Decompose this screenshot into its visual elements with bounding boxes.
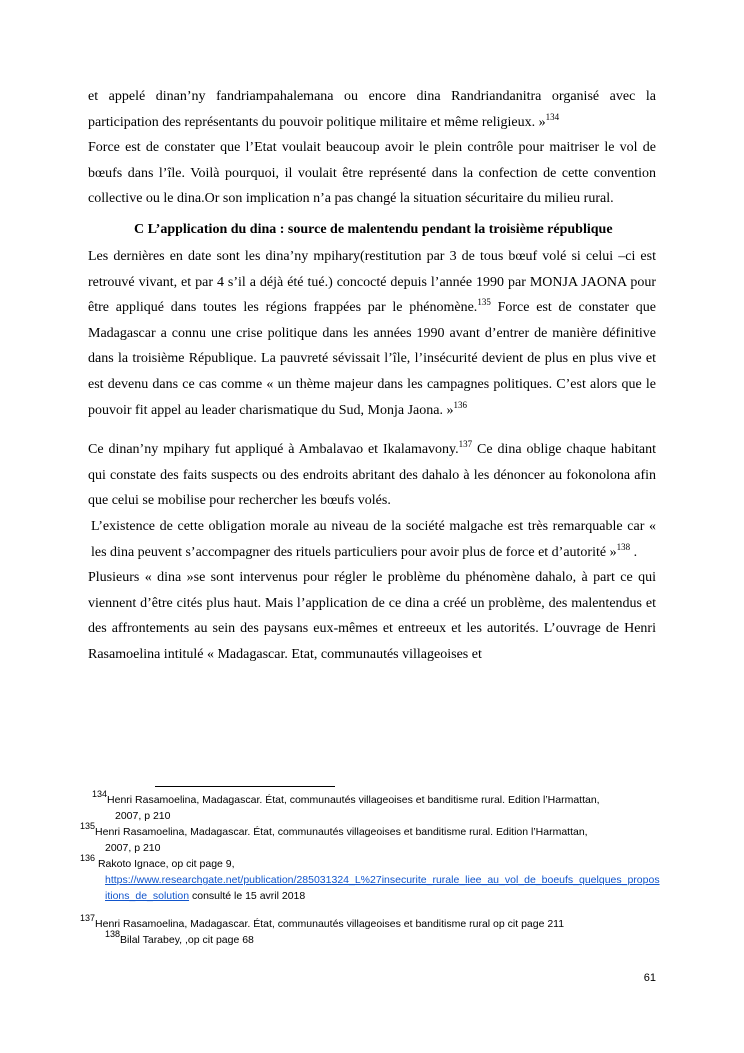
footnote-138-text: Bilal Tarabey, ,op cit page 68 — [120, 934, 254, 946]
page-number: 61 — [643, 972, 656, 984]
footnote-136-link[interactable]: https://www.researchgate.net/publication/285031324_L%27insecurite_rurale_liee_au_vol_de_boeufs_quelques_propositions_de_solution — [105, 874, 660, 902]
paragraph-gap — [88, 423, 656, 437]
footnote-number-136: 136 — [80, 853, 96, 863]
footnote-separator — [155, 786, 335, 787]
footnote-135-text: Henri Rasamoelina, Madagascar. État, communautés villageoises et banditisme rural. Edition l’Harmattan, — [95, 826, 588, 838]
footnote-135 — [80, 821, 660, 856]
footnote-number-134: 134 — [92, 789, 108, 799]
paragraph-6 — [88, 565, 656, 667]
paragraph-5-end: . — [630, 544, 638, 560]
paragraph-4-text-a: Ce dinan’ny mpihary fut appliqué à Ambalavao et Ikalamavony. — [88, 442, 459, 458]
section-heading: C L’application du dina : source de malentendu pendant la troisième république — [134, 221, 613, 237]
footnote-134-continuation: 2007, p 210 — [115, 810, 171, 822]
paragraph-3 — [88, 244, 656, 423]
footnote-number-138: 138 — [105, 929, 121, 939]
paragraph-2 — [88, 135, 656, 212]
paragraph-1 — [88, 84, 656, 135]
paragraph-3-text-a: Les dernières en date sont les dina’ny mpihary(restitution par 3 de tous bœuf volé si celui –ci est retrouvé vivant, et par 4 s’il a déjà été tué.) concocté depuis l’année 1990 par MONJA JAONA pour être appliqué dans toutes les régions frappées par le phénomène. — [88, 248, 656, 316]
paragraph-2-text: Force est de constater que l’Etat voulait beaucoup avoir le plein contrôle pour maitriser le vol de bœufs dans l’île. Voilà pourquoi, il voulait être représenté dans la confection de cette convention collective ou le dina.Or son implication n’a pas changé la situation sécuritaire du milieu rural. — [88, 140, 656, 207]
footnote-134-text: Henri Rasamoelina, Madagascar. État, communautés villageoises et banditisme rural. Edition l’Harmattan, — [107, 794, 600, 806]
footnote-number-137: 137 — [80, 913, 96, 923]
paragraph-1-text: et appelé dinan’ny fandriampahalemana ou encore dina Randriandanitra organisé avec la participation des représentants du pouvoir politique militaire et même religieux. » — [88, 89, 656, 130]
paragraph-6-text: Plusieurs « dina »se sont intervenus pour régler le problème du phénomène dahalo, à part ce qui viennent d’être cités plus haut. Mais l’application de ce dina a créé un problème, des malentendus et des affrontements au sein des paysans eux-mêmes et entreeux et les autorités. L’ouvrage de Henri Rasamoelina intitulé « Madagascar. Etat, communautés villageoises et — [88, 570, 656, 662]
footnote-136-date: consulté le 15 avril 2018 — [189, 890, 306, 902]
footnote-ref-137: 137 — [458, 439, 473, 450]
footnote-138 — [80, 929, 660, 948]
footnote-ref-138: 138 — [616, 541, 631, 552]
footnote-ref-136: 136 — [453, 399, 467, 410]
footnote-number-135: 135 — [80, 821, 96, 831]
paragraph-5 — [88, 514, 656, 565]
paragraph-4 — [88, 437, 656, 514]
footnote-ref-135: 135 — [477, 297, 491, 308]
paragraph-5-text: L’existence de cette obligation morale au niveau de la société malgache est très remarquable car « les dina peuvent s’accompagner des rituels particuliers pour avoir plus de force et d’autorité » — [91, 518, 656, 560]
footnote-134 — [80, 789, 660, 824]
footnote-137-text: Henri Rasamoelina, Madagascar. État, communautés villageoises et banditisme rural op cit page 211 — [95, 918, 565, 930]
footnote-ref-134: 134 — [545, 111, 560, 122]
footnote-136-text: Rakoto Ignace, op cit page 9, — [95, 858, 235, 870]
footnote-136 — [80, 853, 660, 904]
footnote-135-continuation: 2007, p 210 — [105, 842, 161, 854]
footnote-136-continuation — [80, 872, 660, 904]
paragraph-3-text-b: Force est de constater que Madagascar a connu une crise politique dans les années 1990 avant d’entrer de manière définitive dans la troisième République. La pauvreté sévissait l’île, l’insécurité devient de plus en plus vive et est devenu dans ce cas comme « un thème majeur dans les campagnes politiques. C’est alors que le pouvoir fit appel au leader charismatique du Sud, Monja Jaona. » — [88, 300, 656, 418]
footnotes — [80, 789, 660, 948]
paragraph-4-text-b: Ce dina oblige chaque habitant qui constate des faits suspects ou des endroits abritant des dahalo à les dénoncer au fokonolona afin que celui se mobilise pour rechercher les bœufs volés. — [88, 442, 656, 509]
footnote-gap — [80, 904, 660, 916]
body-text — [88, 84, 656, 667]
footnote-137 — [80, 913, 660, 932]
